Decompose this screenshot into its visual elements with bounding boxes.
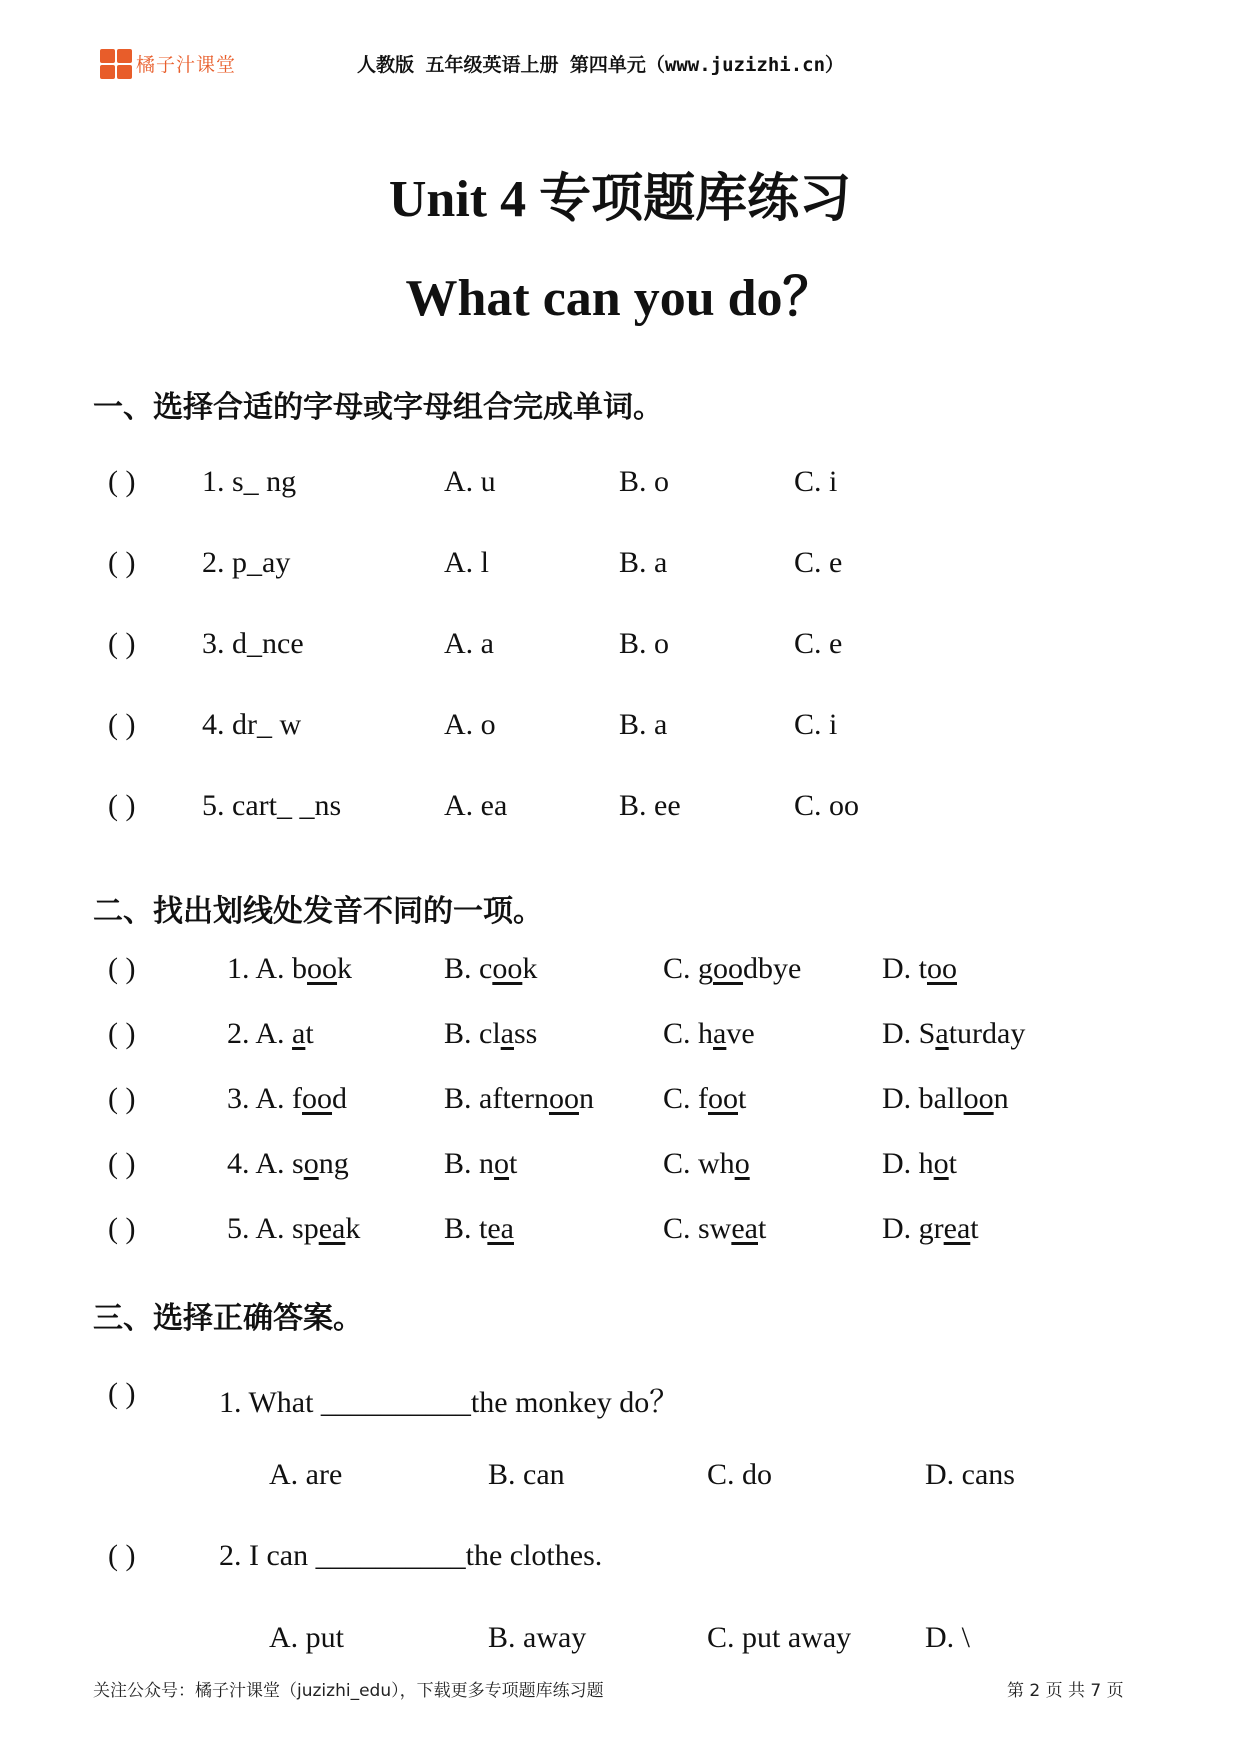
option-d — [882, 1147, 957, 1181]
word-part: A. — [255, 1017, 293, 1050]
question-stem: 1. What __________the monkey do？ — [219, 1386, 680, 1419]
word-part: C. sw — [663, 1212, 732, 1245]
option-d — [882, 952, 957, 986]
page-title: Unit 4 专项题库练习 — [388, 171, 852, 228]
page-subtitle: What can you do？ — [405, 270, 835, 327]
question-option-a — [227, 1017, 314, 1051]
word-part: B. n — [444, 1147, 495, 1180]
page-number: 第 2 页 共 7 页 — [1007, 1681, 1124, 1701]
answer-blank[interactable]: ( ) — [108, 1147, 136, 1180]
underlined-part: a — [935, 1017, 949, 1050]
word-part: C. g — [663, 952, 714, 985]
word-part: t — [738, 1082, 747, 1115]
option-d — [882, 1212, 979, 1246]
word-part: k — [337, 952, 353, 985]
option-b — [444, 1147, 517, 1181]
option-b: B. can — [488, 1458, 565, 1491]
header-title: 人教版 五年级英语上册 第四单元（www.juzizhi.cn） — [357, 54, 845, 76]
section3-heading: 三、选择正确答案。 — [93, 1301, 363, 1336]
question-number: 5. — [227, 1212, 256, 1245]
option-b: B. o — [619, 465, 670, 498]
word-part: B. c — [444, 952, 493, 985]
underlined-part: a — [713, 1017, 727, 1050]
option-a: A. are — [269, 1458, 343, 1491]
option-b: B. ee — [619, 789, 681, 822]
answer-blank[interactable]: ( ) — [108, 546, 136, 579]
underlined-part: o — [734, 1147, 750, 1180]
word-part: n — [578, 1082, 594, 1115]
underlined-part: oo — [713, 952, 744, 985]
question-stem: 1. s_ ng — [202, 465, 297, 498]
answer-blank[interactable]: ( ) — [108, 1017, 136, 1050]
word-part: C. wh — [663, 1147, 735, 1180]
word-part: ng — [318, 1147, 349, 1180]
word-part: D. h — [882, 1147, 934, 1180]
option-b: B. o — [619, 627, 670, 660]
brand-name: 橘子汁课堂 — [136, 54, 237, 76]
word-part: D. S — [882, 1017, 936, 1050]
word-part: A. s — [255, 1147, 304, 1180]
word-part: t — [509, 1147, 518, 1180]
underlined-part: ea — [943, 1212, 971, 1245]
option-d — [882, 1017, 1025, 1051]
answer-blank[interactable]: ( ) — [108, 465, 136, 498]
word-part: t — [970, 1212, 979, 1245]
word-part: ss — [514, 1017, 538, 1050]
underlined-part: oo — [302, 1082, 333, 1115]
question-stem: 3. d_nce — [202, 627, 304, 660]
answer-blank[interactable]: ( ) — [108, 1377, 136, 1410]
word-part: B. aftern — [444, 1082, 549, 1115]
option-a: A. a — [444, 627, 494, 660]
word-part: A. f — [255, 1082, 303, 1115]
underlined-part: oo — [492, 952, 523, 985]
answer-blank[interactable]: ( ) — [108, 952, 136, 985]
option-b — [444, 1017, 537, 1051]
word-part: C. h — [663, 1017, 714, 1050]
word-part: k — [345, 1212, 361, 1245]
option-c: C. do — [707, 1458, 773, 1491]
underlined-part: ea — [731, 1212, 758, 1245]
question-option-a — [227, 1082, 347, 1116]
option-c: C. e — [794, 546, 843, 579]
answer-blank[interactable]: ( ) — [108, 627, 136, 660]
option-b — [444, 1212, 514, 1246]
option-d: D. cans — [925, 1458, 1015, 1491]
option-c — [663, 952, 801, 986]
word-part: t — [305, 1017, 314, 1050]
word-part: ve — [726, 1017, 755, 1050]
footer-note: 关注公众号：橘子汁课堂（juzizhi_edu），下载更多专项题库练习题 — [93, 1681, 604, 1701]
question-stem: 4. dr_ w — [202, 708, 302, 741]
answer-blank[interactable]: ( ) — [108, 789, 136, 822]
option-a: A. u — [444, 465, 496, 498]
option-b — [444, 952, 537, 986]
question-stem: 2. p_ay — [202, 546, 291, 579]
option-d: D. \ — [925, 1621, 970, 1654]
word-part: D. t — [882, 952, 927, 985]
brand-logo-icon — [100, 49, 134, 81]
answer-blank[interactable]: ( ) — [108, 1539, 136, 1572]
option-a: A. l — [444, 546, 489, 579]
option-b — [444, 1082, 594, 1116]
underlined-part: o — [933, 1147, 949, 1180]
question-option-a — [227, 1147, 349, 1181]
option-b: B. a — [619, 546, 668, 579]
underlined-part: ea — [318, 1212, 346, 1245]
answer-blank[interactable]: ( ) — [108, 708, 136, 741]
question-option-a — [227, 1212, 360, 1246]
underlined-part: o — [303, 1147, 319, 1180]
word-part: C. f — [663, 1082, 708, 1115]
question-number: 1. — [227, 952, 256, 985]
question-number: 3. — [227, 1082, 256, 1115]
option-c: C. put away — [707, 1621, 852, 1654]
question-number: 2. — [227, 1017, 256, 1050]
question-number: 4. — [227, 1147, 256, 1180]
option-c — [663, 1147, 750, 1181]
underlined-part: oo — [548, 1082, 579, 1115]
option-a: A. o — [444, 708, 496, 741]
option-c — [663, 1212, 766, 1246]
word-part: d — [332, 1082, 348, 1115]
word-part: k — [522, 952, 538, 985]
underlined-part: a — [292, 1017, 306, 1050]
underlined-part: o — [494, 1147, 510, 1180]
option-c — [663, 1017, 755, 1051]
question-option-a — [227, 952, 352, 986]
underlined-part: oo — [963, 1082, 994, 1115]
word-part: A. sp — [255, 1212, 319, 1245]
word-part: t — [758, 1212, 767, 1245]
answer-blank[interactable]: ( ) — [108, 1082, 136, 1115]
section1-heading: 一、选择合适的字母或字母组合完成单词。 — [93, 390, 663, 425]
word-part: A. b — [255, 952, 308, 985]
underlined-part: ea — [487, 1212, 514, 1245]
word-part: dbye — [743, 952, 802, 985]
underlined-part: a — [500, 1017, 514, 1050]
option-a: A. ea — [444, 789, 508, 822]
underlined-part: oo — [708, 1082, 738, 1115]
word-part: D. gr — [882, 1212, 944, 1245]
option-d — [882, 1082, 1009, 1116]
question-stem: 2. I can __________the clothes. — [219, 1539, 603, 1572]
answer-blank[interactable]: ( ) — [108, 1212, 136, 1245]
option-b: B. away — [488, 1621, 587, 1654]
option-c: C. i — [794, 465, 838, 498]
option-a: A. put — [269, 1621, 344, 1654]
word-part: t — [948, 1147, 958, 1180]
underlined-part: oo — [307, 952, 338, 985]
word-part: B. t — [444, 1212, 488, 1245]
option-c: C. i — [794, 708, 838, 741]
word-part: turday — [948, 1017, 1026, 1050]
question-stem: 5. cart_ _ns — [202, 789, 342, 822]
option-c: C. oo — [794, 789, 860, 822]
section2-heading: 二、找出划线处发音不同的一项。 — [93, 894, 543, 929]
word-part: B. cl — [444, 1017, 501, 1050]
word-part: D. ball — [882, 1082, 964, 1115]
option-b: B. a — [619, 708, 668, 741]
underlined-part: oo — [927, 952, 957, 985]
option-c — [663, 1082, 746, 1116]
word-part: n — [993, 1082, 1009, 1115]
option-c: C. e — [794, 627, 843, 660]
